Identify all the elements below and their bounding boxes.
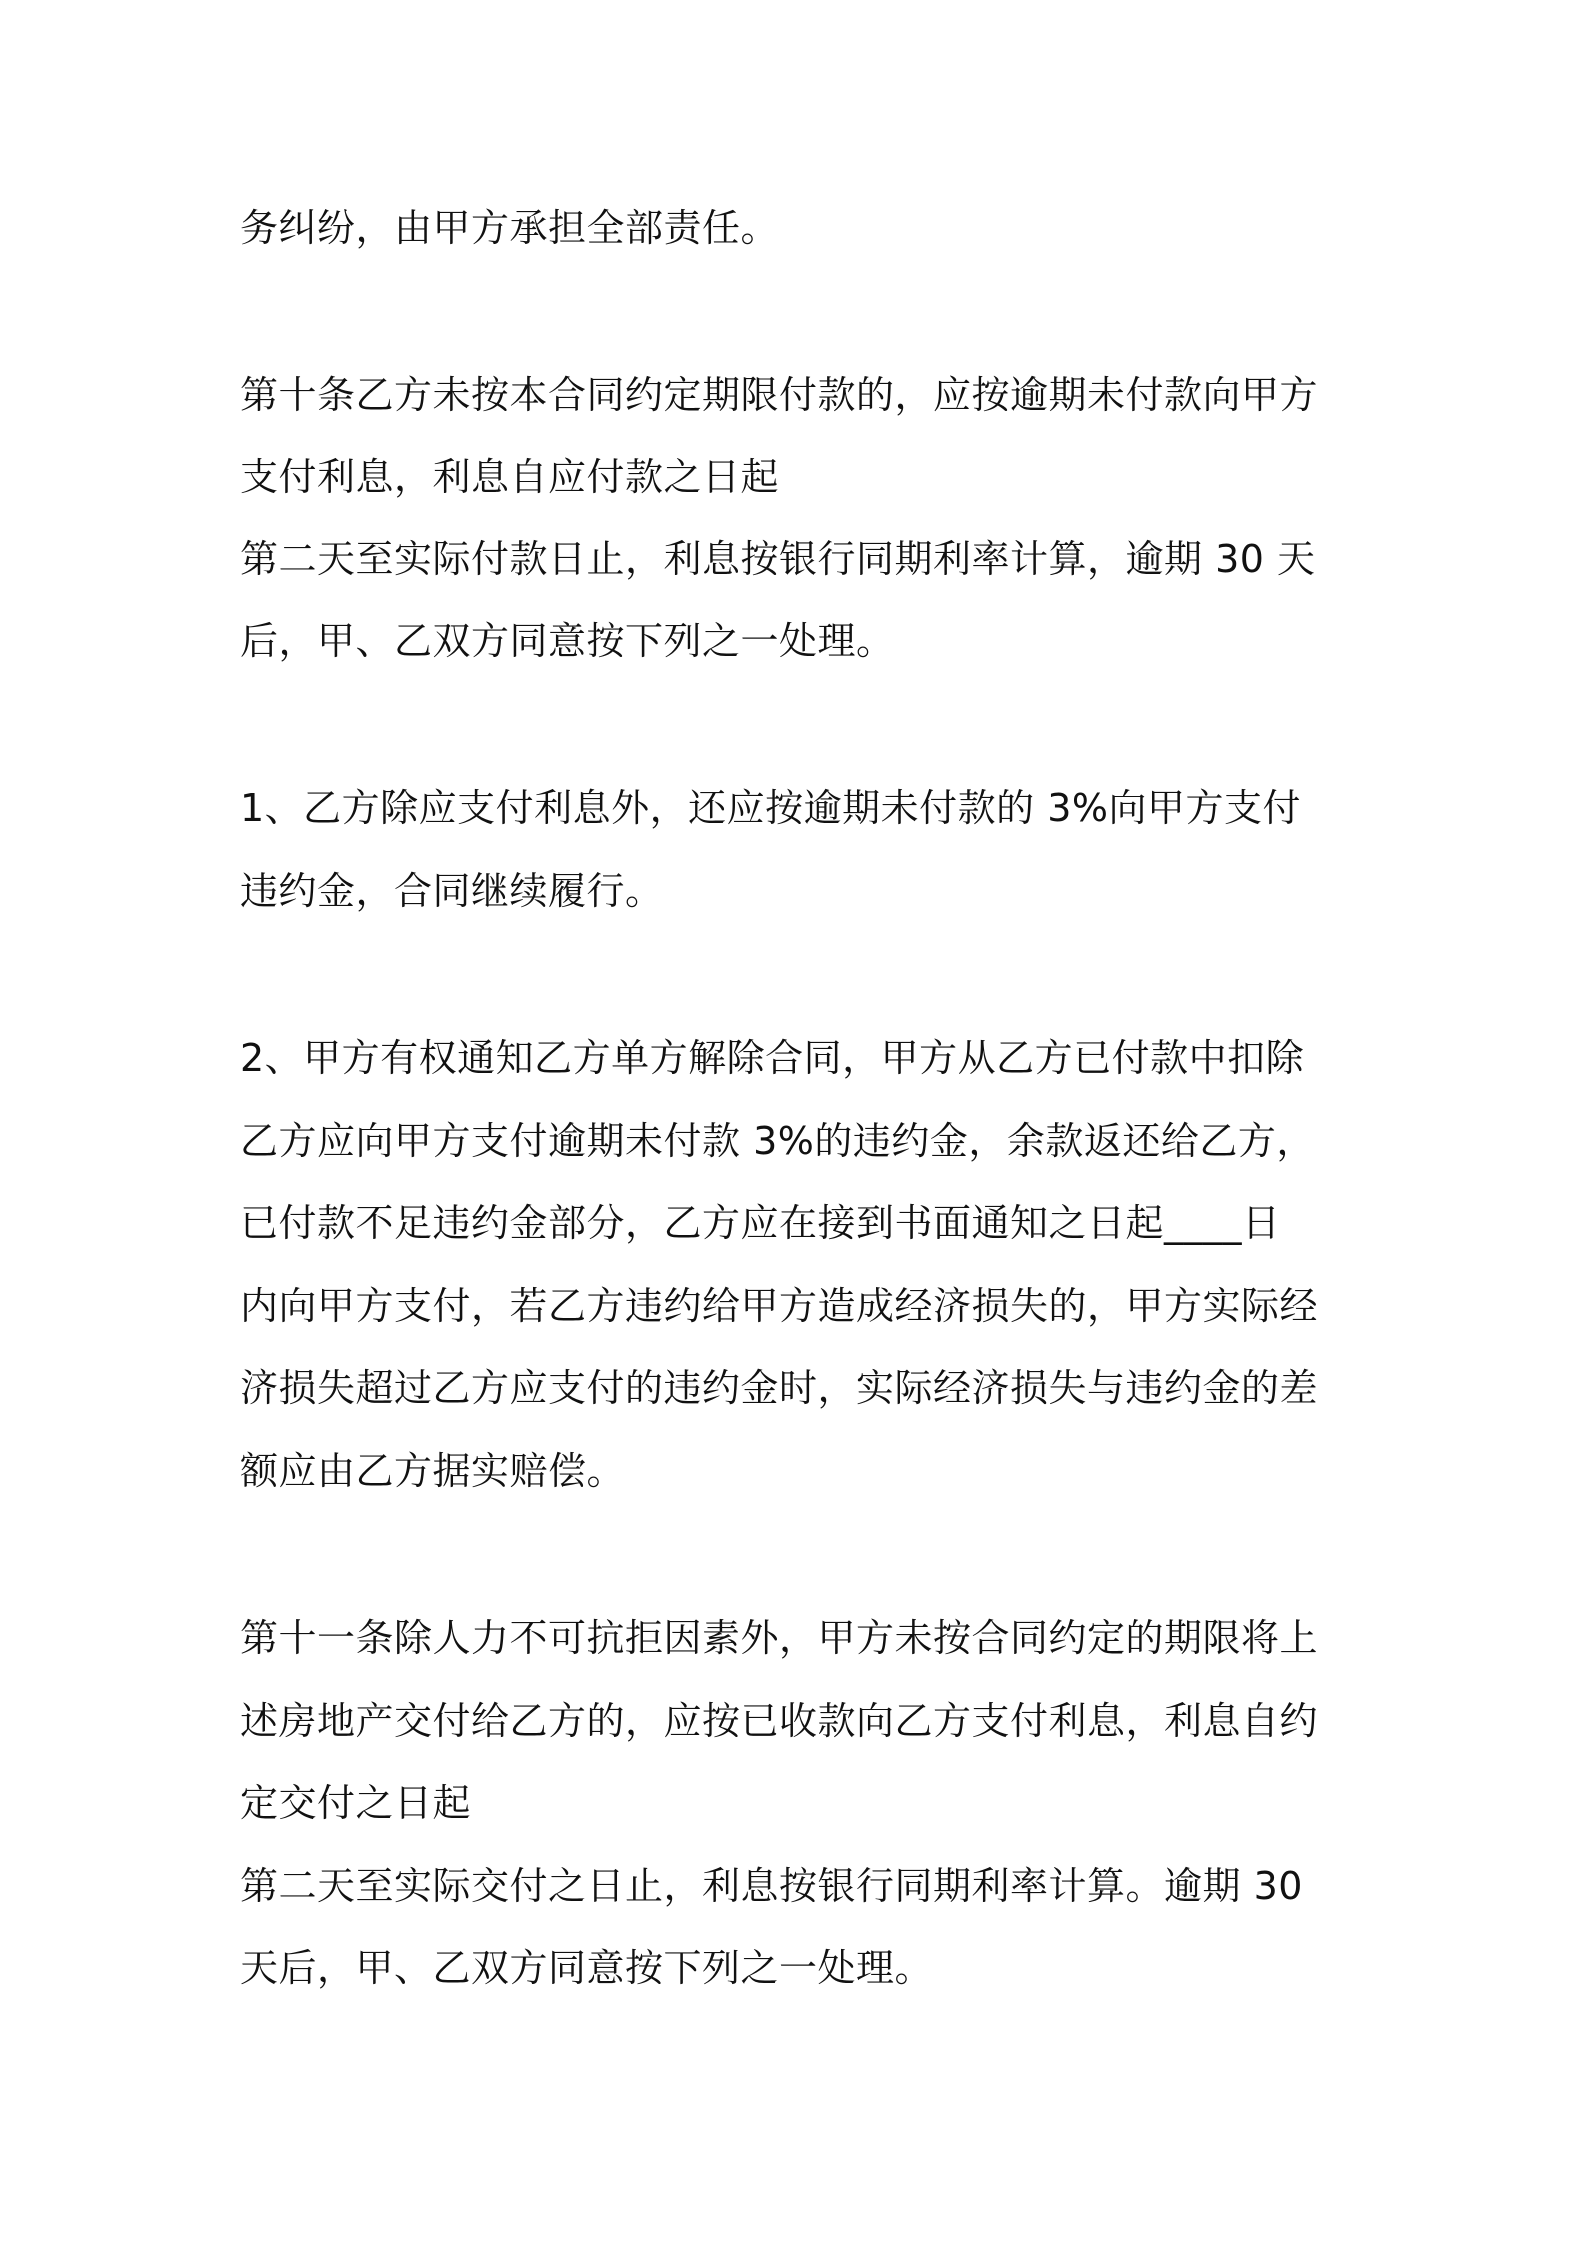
line-6: 1、乙方除应支付利息外，还应按逾期未付款的 3%向甲方支付 — [240, 786, 1302, 830]
line-18: 天后，甲、乙双方同意按下列之一处理。 — [240, 1946, 934, 1990]
line-10: 已付款不足违约金部分，乙方应在接到书面通知之日起____日 — [240, 1201, 1281, 1245]
line-7: 违约金，合同继续履行。 — [240, 869, 664, 913]
line-15: 述房地产交付给乙方的，应按已收款向乙方支付利息，利息自约 — [240, 1699, 1319, 1743]
line-5: 后，甲、乙双方同意按下列之一处理。 — [240, 619, 895, 663]
line-1: 务纠纷，由甲方承担全部责任。 — [240, 206, 780, 250]
line-8: 2、甲方有权通知乙方单方解除合同，甲方从乙方已付款中扣除 — [240, 1036, 1305, 1080]
line-9: 乙方应向甲方支付逾期未付款 3%的违约金，余款返还给乙方， — [240, 1119, 1315, 1163]
line-2: 第十条乙方未按本合同约定期限付款的，应按逾期未付款向甲方 — [240, 373, 1319, 417]
line-16: 定交付之日起 — [240, 1781, 472, 1825]
line-14: 第十一条除人力不可抗拒因素外，甲方未按合同约定的期限将上 — [240, 1616, 1319, 1660]
line-3: 支付利息，利息自应付款之日起 — [240, 455, 780, 499]
line-11: 内向甲方支付，若乙方违约给甲方造成经济损失的，甲方实际经 — [240, 1284, 1319, 1328]
line-13: 额应由乙方据实赔偿。 — [240, 1449, 626, 1493]
line-12: 济损失超过乙方应支付的违约金时，实际经济损失与违约金的差 — [240, 1366, 1319, 1410]
line-17: 第二天至实际交付之日止，利息按银行同期利率计算。逾期 30 — [240, 1864, 1303, 1908]
line-4: 第二天至实际付款日止，利息按银行同期利率计算，逾期 30 天 — [240, 537, 1316, 581]
